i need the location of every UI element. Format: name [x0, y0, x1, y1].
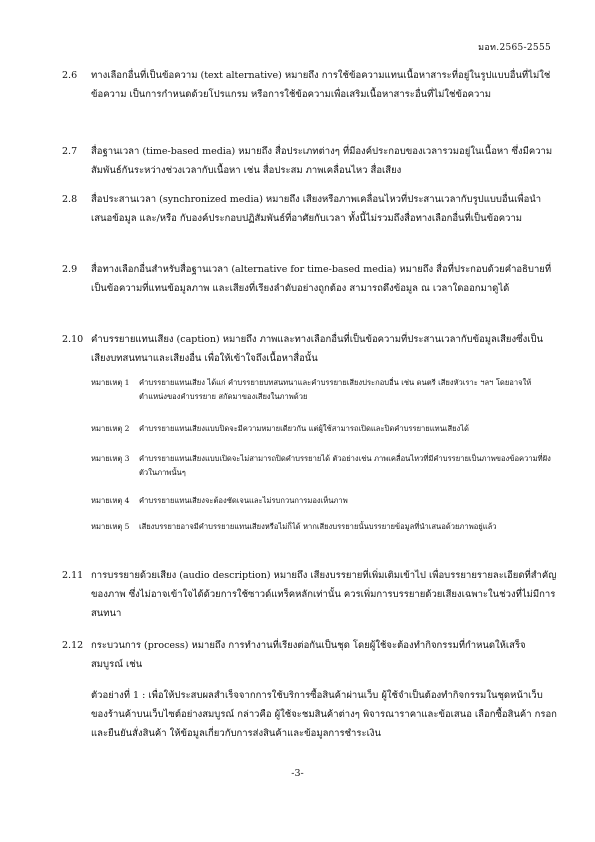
- note-text: คำบรรยายแทนเสียงแบบปิดจะมีความหมายเดียวกัน แต่ผู้ใช้สามารถเปิดและปิดคำบรรยายแทนเสียงได้: [139, 424, 469, 433]
- item-text: สื่อทางเลือกอื่นสำหรับสื่อฐานเวลา (alternative for time-based media) หมายถึง สื่อที่ประกอบด้วยคำอธิบายที่เป็นข้อความที่แทนข้อมูลภาพ และเสียงที่เรียงลำดับอย่างถูกต้อง สามารถดึงข้อมูล ณ เวลาใดออกมาดูได้: [91, 264, 552, 294]
- item-number: 2.10: [62, 334, 84, 345]
- note: [91, 452, 557, 480]
- definition-item: [62, 190, 557, 228]
- definition-item: [62, 636, 557, 674]
- note-text: คำบรรยายแทนเสียงจะต้องชัดเจนและไม่รบกวนการมองเห็นภาพ: [139, 496, 348, 505]
- note-label: หมายเหตุ 1: [91, 378, 130, 387]
- note-text: คำบรรยายแทนเสียง ได้แก่ คำบรรยายบทสนทนาและคำบรรยายเสียงประกอบอื่น เช่น ดนตรี เสียงหัวเราะ ฯลฯ โดยอาจให้ตำแหน่งของคำบรรยาย สกัดมาของเสียงในภาพด้วย: [139, 378, 532, 401]
- item-text: การบรรยายด้วยเสียง (audio description) หมายถึง เสียงบรรยายที่เพิ่มเติมเข้าไป เพื่อบรรยายรายละเอียดที่สำคัญของภาพ ซึ่งไม่อาจเข้าใจได้ด้วยการใช้ซาวด์แทร็คหลักเท่านั้น ควรเพิ่มการบรรยายด้วยเสียงเฉพาะในช่วงที่ไม่มีการสนทนา: [91, 570, 557, 619]
- item-number: 2.8: [62, 194, 78, 205]
- note: [91, 520, 557, 534]
- item-number: 2.12: [62, 640, 84, 651]
- definition-item: [62, 330, 557, 368]
- item-number: 2.9: [62, 264, 78, 275]
- item-number: 2.6: [62, 70, 78, 81]
- note-text: เสียงบรรยายอาจมีคำบรรยายแทนเสียงหรือไม่ก็ได้ หากเสียงบรรยายนั้นบรรยายข้อมูลที่นำเสนอด้วยภาพอยู่แล้ว: [139, 522, 497, 531]
- note-label: หมายเหตุ 4: [91, 496, 130, 505]
- page-number: -3-: [291, 768, 304, 779]
- note-label: หมายเหตุ 2: [91, 424, 130, 433]
- note: [91, 422, 557, 436]
- note: [91, 376, 557, 404]
- definition-item: [62, 566, 557, 623]
- note-label: หมายเหตุ 5: [91, 522, 130, 531]
- item-text: คำบรรยายแทนเสียง (caption) หมายถึง ภาพและทางเลือกอื่นที่เป็นข้อความที่ประสานเวลากับข้อมูลเสียงซึ่งเป็นเสียงบทสนทนาและเสียงอื่น เพื่อให้เข้าใจถึงเนื้อหาสื่อนั้น: [91, 334, 543, 364]
- note-text: คำบรรยายแทนเสียงแบบเปิดจะไม่สามารถปิดคำบรรยายได้ ตัวอย่างเช่น ภาพเคลื่อนไหวที่มีคำบรรยายเป็นภาพของข้อความที่ฝังตัวในภาพนั้นๆ: [139, 454, 551, 477]
- note-label: หมายเหตุ 3: [91, 454, 130, 463]
- item-number: 2.7: [62, 146, 78, 157]
- definition-item: [62, 142, 557, 180]
- definition-item: [62, 66, 557, 104]
- item-text: กระบวนการ (process) หมายถึง การทำงานที่เรียงต่อกันเป็นชุด โดยผู้ใช้จะต้องทำกิจกรรมที่กำหนดให้เสร็จสมบูรณ์ เช่น: [91, 640, 526, 670]
- definition-item: [62, 260, 557, 298]
- note: [91, 494, 557, 508]
- item-number: 2.11: [62, 570, 84, 581]
- standard-code: มอท.2565-2555: [478, 43, 551, 53]
- item-text: สื่อประสานเวลา (synchronized media) หมายถึง เสียงหรือภาพเคลื่อนไหวที่ประสานเวลากับรูปแบบอื่นเพื่อนำเสนอข้อมูล และ/หรือ กับองค์ประกอบปฏิสัมพันธ์ที่อาศัยกับเวลา ทั้งนี้ไม่รวมถึงสื่อทางเลือกอื่นที่เป็นข้อความ: [91, 194, 542, 224]
- item-text: สื่อฐานเวลา (time-based media) หมายถึง สื่อประเภทต่างๆ ที่มีองค์ประกอบของเวลารวมอยู่ในเนื้อหา ซึ่งมีความสัมพันธ์กันระหว่างช่วงเวลากับเนื้อหา เช่น สื่อประสม ภาพเคลื่อนไหว สื่อเสียง: [91, 146, 553, 176]
- item-text: ทางเลือกอื่นที่เป็นข้อความ (text alternative) หมายถึง การใช้ข้อความแทนเนื้อหาสาระที่อยู่ในรูปแบบอื่นที่ไม่ใช่ข้อความ เป็นการกำหนดด้วยโปรแกรม หรือการใช้ข้อความเพื่อเสริมเนื้อหาสาระอื่นที่ไม่ใช่ข้อความ: [91, 70, 551, 100]
- example-paragraph: ตัวอย่างที่ 1 : เพื่อให้ประสบผลสำเร็จจากการใช้บริการซื้อสินค้าผ่านเว็บ ผู้ใช้จำเป็นต้องทำกิจกรรมในชุดหน้าเว็บของร้านค้าบนเว็บไซต์อย่างสมบูรณ์ กล่าวคือ ผู้ใช้จะชมสินค้าต่างๆ พิจารณาราคาและข้อเสนอ เลือกซื้อสินค้า กรอกและยืนยันสั่งสินค้า ให้ข้อมูลเกี่ยวกับการส่งสินค้าและข้อมูลการชำระเงิน: [91, 690, 557, 739]
